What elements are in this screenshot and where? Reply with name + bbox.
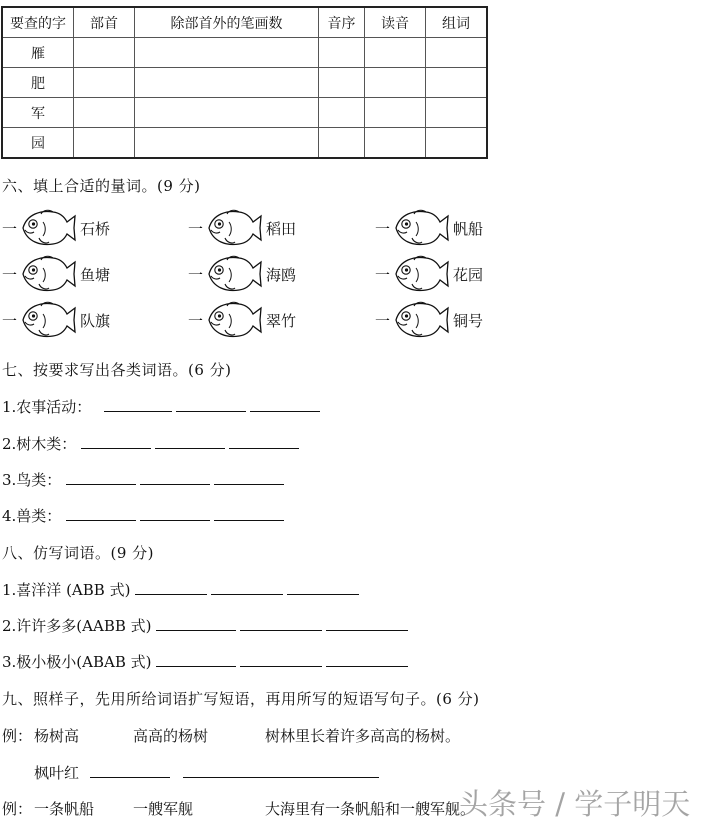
example-1-label: 例： (2, 727, 33, 745)
table-cell-blank[interactable] (135, 68, 319, 98)
table-header-cell: 除部首外的笔画数 (135, 7, 319, 38)
prefix-yi: 一 (2, 220, 18, 238)
table-cell-char: 园 (2, 128, 74, 159)
category-row (2, 469, 288, 490)
table-cell-blank[interactable] (365, 38, 426, 68)
table-cell-blank[interactable] (426, 98, 488, 128)
example-1-word: 杨树高 (34, 727, 80, 745)
noun-word: 铜号 (453, 312, 484, 330)
fish-icon (19, 208, 79, 248)
measure-word-item[interactable] (188, 300, 348, 340)
sentence-blank[interactable] (183, 763, 379, 778)
example-1-sentence: 树林里长着许多高高的杨树。 (265, 727, 461, 745)
answer-blank[interactable] (135, 580, 207, 595)
section-8-title: 八、仿写词语。(9 分) (2, 544, 155, 562)
answer-blank[interactable] (66, 506, 136, 521)
phrase-blank[interactable] (90, 763, 170, 778)
answer-blank[interactable] (104, 397, 172, 412)
section-6-title: 六、填上合适的量词。(9 分) (2, 177, 201, 195)
table-cell-char: 雁 (2, 38, 74, 68)
table-cell-char: 肥 (2, 68, 74, 98)
category-row (2, 433, 303, 454)
noun-word: 海鸥 (266, 266, 297, 284)
prefix-yi: 一 (2, 312, 18, 330)
table-cell-blank[interactable] (319, 38, 365, 68)
example-2-sentence: 大海里有一条帆船和一艘军舰。 (265, 800, 476, 818)
fish-icon (205, 208, 265, 248)
measure-word-item[interactable] (188, 208, 348, 248)
prefix-yi: 一 (375, 312, 391, 330)
answer-blank[interactable] (140, 470, 210, 485)
answer-blank[interactable] (156, 652, 236, 667)
answer-blank[interactable] (240, 616, 322, 631)
table-cell-blank[interactable] (74, 98, 135, 128)
noun-word: 石桥 (80, 220, 111, 238)
prefix-yi: 一 (375, 220, 391, 238)
table-cell-blank[interactable] (426, 38, 488, 68)
answer-blank[interactable] (211, 580, 283, 595)
prefix-yi: 一 (2, 266, 18, 284)
noun-word: 鱼塘 (80, 266, 111, 284)
category-label: 4.兽类： (2, 507, 62, 525)
table-row (2, 128, 487, 159)
noun-word: 稻田 (266, 220, 297, 238)
imitation-row (2, 579, 363, 600)
answer-blank[interactable] (229, 434, 299, 449)
section-7-title: 七、按要求写出各类词语。(6 分) (2, 361, 232, 379)
prefix-yi: 一 (375, 266, 391, 284)
table-cell-blank[interactable] (365, 98, 426, 128)
table-cell-blank[interactable] (426, 128, 488, 159)
fish-icon (205, 300, 265, 340)
category-label: 2.树木类： (2, 435, 77, 453)
pattern-label: 1.喜洋洋 (ABB 式) (2, 581, 131, 599)
prefix-yi: 一 (188, 266, 204, 284)
measure-word-item[interactable] (2, 300, 162, 340)
example-2-phrase: 一艘军舰 (133, 800, 194, 818)
example-2-label: 例： (2, 800, 33, 818)
pattern-label: 2.许许多多(AABB 式) (2, 617, 152, 635)
answer-blank[interactable] (214, 506, 284, 521)
answer-blank[interactable] (140, 506, 210, 521)
table-cell-blank[interactable] (319, 128, 365, 159)
noun-word: 队旗 (80, 312, 111, 330)
example-1-phrase: 高高的杨树 (133, 727, 209, 745)
table-row (2, 38, 487, 68)
task-row (34, 762, 383, 783)
table-cell-blank[interactable] (319, 68, 365, 98)
table-cell-blank[interactable] (135, 128, 319, 159)
category-label: 3.鸟类： (2, 471, 62, 489)
section-9-title: 九、照样子，先用所给词语扩写短语，再用所写的短语写句子。(6 分) (2, 690, 480, 708)
character-lookup-table (1, 6, 488, 159)
table-header-row (2, 7, 487, 38)
category-row (2, 505, 288, 526)
table-header-cell: 音序 (319, 7, 365, 38)
prefix-yi: 一 (188, 312, 204, 330)
table-row (2, 98, 487, 128)
answer-blank[interactable] (155, 434, 225, 449)
example-2-word: 一条帆船 (34, 800, 95, 818)
table-cell-blank[interactable] (426, 68, 488, 98)
answer-blank[interactable] (326, 616, 408, 631)
fish-icon (392, 254, 452, 294)
fish-icon (19, 300, 79, 340)
imitation-row (2, 615, 412, 636)
table-header-cell: 读音 (365, 7, 426, 38)
answer-blank[interactable] (250, 397, 320, 412)
answer-blank[interactable] (66, 470, 136, 485)
table-cell-blank[interactable] (135, 98, 319, 128)
table-cell-char: 军 (2, 98, 74, 128)
measure-word-item[interactable] (375, 300, 535, 340)
task-word: 枫叶红 (34, 764, 80, 782)
noun-word: 帆船 (453, 220, 484, 238)
measure-word-item[interactable] (2, 254, 162, 294)
answer-blank[interactable] (287, 580, 359, 595)
fish-icon (19, 254, 79, 294)
measure-word-item[interactable] (2, 208, 162, 248)
prefix-yi: 一 (188, 220, 204, 238)
pattern-label: 3.极小极小(ABAB 式) (2, 653, 152, 671)
imitation-row (2, 651, 412, 672)
table-cell-blank[interactable] (135, 38, 319, 68)
noun-word: 翠竹 (266, 312, 297, 330)
answer-blank[interactable] (81, 434, 151, 449)
category-row (2, 396, 324, 417)
measure-word-item[interactable] (188, 254, 348, 294)
table-header-cell: 要查的字 (2, 7, 74, 38)
measure-word-item[interactable] (375, 208, 535, 248)
answer-blank[interactable] (176, 397, 246, 412)
answer-blank[interactable] (326, 652, 408, 667)
noun-word: 花园 (453, 266, 484, 284)
watermark: 头条号 / 学子明天 (459, 787, 691, 821)
answer-blank[interactable] (214, 470, 284, 485)
measure-word-item[interactable] (375, 254, 535, 294)
table-header-cell: 组词 (426, 7, 488, 38)
table-cell-blank[interactable] (365, 128, 426, 159)
answer-blank[interactable] (156, 616, 236, 631)
table-row (2, 68, 487, 98)
table-cell-blank[interactable] (365, 68, 426, 98)
table-cell-blank[interactable] (74, 38, 135, 68)
table-cell-blank[interactable] (74, 68, 135, 98)
table-header-cell: 部首 (74, 7, 135, 38)
table-cell-blank[interactable] (319, 98, 365, 128)
fish-icon (392, 300, 452, 340)
category-label: 1.农事活动： (2, 398, 92, 416)
fish-icon (205, 254, 265, 294)
answer-blank[interactable] (240, 652, 322, 667)
fish-icon (392, 208, 452, 248)
table-cell-blank[interactable] (74, 128, 135, 159)
